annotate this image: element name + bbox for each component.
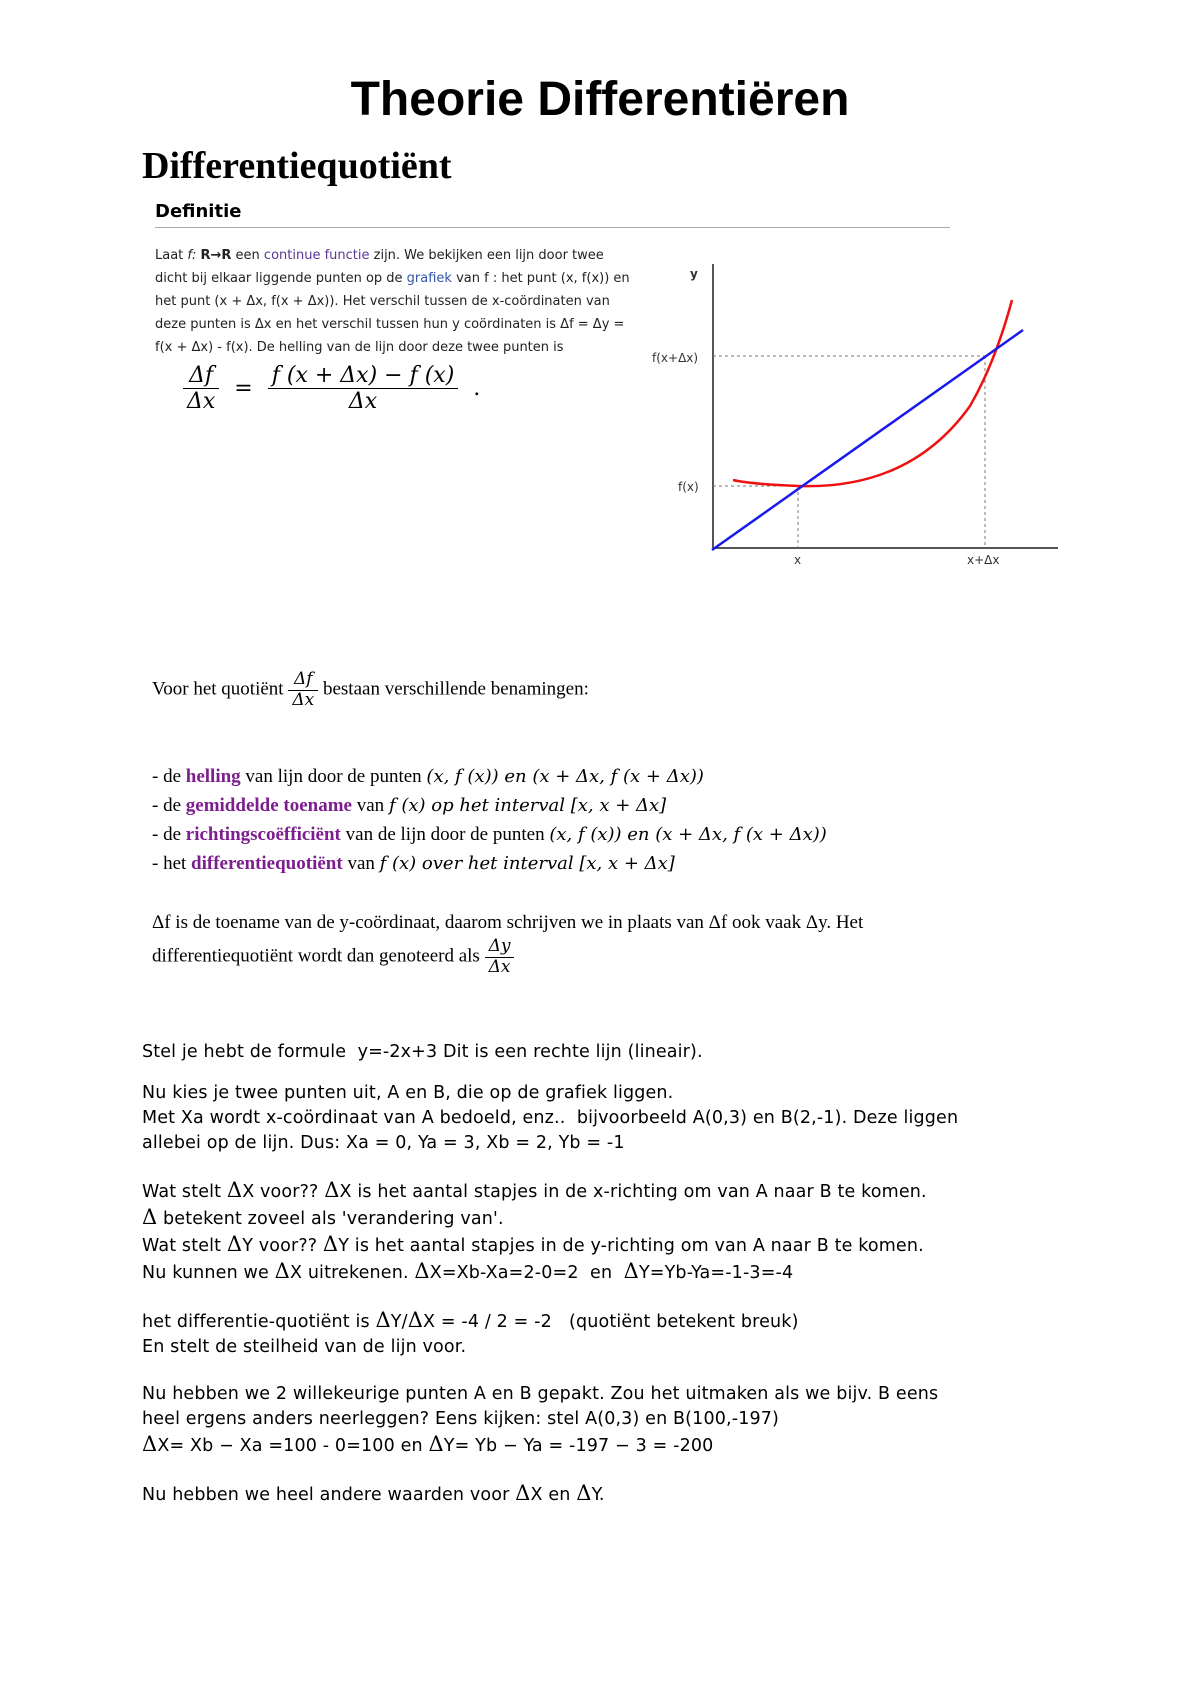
- label-x: x: [794, 553, 802, 567]
- list-pre: het: [163, 853, 192, 874]
- text-run: X=Xb-Xa=2-0=2 en: [429, 1263, 624, 1283]
- quotient-fraction: [288, 670, 318, 710]
- label-xdx: x+Δx: [967, 553, 1000, 567]
- label-fxdx: f(x+Δx): [652, 351, 699, 365]
- example-p2a: Nu kies je twee punten uit, A en B, die op de grafiek liggen.: [142, 1083, 674, 1103]
- definition-text-part: van f : het punt (x, f(x)) en het punt (x + Δx, f(x + Δx)). Het verschil tussen de x-coördinaten van deze punten is Δx en het verschil tussen hun y coördinaten is Δf = Δy = f(x + Δx) - f(x). De helling van de lijn door deze twee punten is: [155, 271, 630, 355]
- list-term: helling: [185, 766, 241, 787]
- formula-lhs-numerator: Δf: [183, 363, 219, 389]
- definition-text-part: Laat: [155, 248, 188, 263]
- page-title: Theorie Differentiëren: [350, 73, 850, 126]
- formula-equals: =: [234, 376, 253, 402]
- list-item: [152, 820, 827, 849]
- grafiek-link[interactable]: grafiek: [406, 271, 452, 286]
- list-item: [152, 849, 827, 878]
- slope-formula: [183, 363, 488, 415]
- delta-symbol: Δ: [414, 1259, 430, 1283]
- secant-line: [712, 330, 1023, 550]
- section-title: Differentiequotiënt: [142, 145, 452, 187]
- example-p2c: allebei op de lijn. Dus: Xa = 0, Ya = 3, Xb = 2, Yb = -1: [142, 1133, 625, 1153]
- text-run: Nu kunnen we: [142, 1263, 275, 1283]
- definition-f: f:: [187, 248, 201, 263]
- example-text: [142, 1040, 958, 1508]
- delta-symbol: Δ: [322, 1232, 339, 1256]
- list-item: [152, 762, 827, 791]
- delta-symbol: Δ: [428, 1432, 444, 1456]
- list-math: (x, f (x)) en (x + Δx, f (x + Δx)): [549, 824, 827, 845]
- quotient-intro-before: Voor het quotiënt: [152, 678, 289, 700]
- text-run: Y=Yb-Ya=-1-3=-4: [638, 1263, 794, 1283]
- secant-graph: [650, 258, 1070, 568]
- example-p3a: [142, 1178, 958, 1205]
- delta-symbol: Δ: [274, 1259, 290, 1283]
- list-term: differentiequotiënt: [191, 853, 343, 874]
- delta-symbol: Δ: [623, 1259, 639, 1283]
- dy-numerator: Δy: [485, 937, 515, 958]
- definition-text-part: een: [231, 248, 264, 263]
- delta-symbol: Δ: [324, 1178, 340, 1202]
- text-run: X is het aantal stapjes in de x-richting om van A naar B te komen.: [339, 1182, 927, 1202]
- list-term: gemiddelde toename: [185, 795, 352, 816]
- quotient-numerator: Δf: [288, 670, 318, 691]
- dy-dx-fraction: [485, 937, 515, 977]
- names-list: [152, 762, 827, 878]
- list-pre: de: [163, 824, 186, 845]
- list-post: van de lijn door de punten: [340, 824, 550, 845]
- text-run: Y.: [591, 1485, 605, 1505]
- dx-denominator: Δx: [488, 956, 511, 977]
- text-run: het differentie-quotiënt is: [142, 1312, 376, 1332]
- definition-text-part: zijn. We bekijken een lijn door twee dicht bij elkaar liggende punten op de: [155, 248, 604, 286]
- text-run: X voor??: [242, 1182, 325, 1202]
- text-run: Wat stelt: [142, 1236, 227, 1256]
- example-p5a: Nu hebben we 2 willekeurige punten A en B gepakt. Zou het uitmaken als we bijv. B eens: [142, 1384, 939, 1404]
- text-run: Nu hebben we heel andere waarden voor: [142, 1485, 516, 1505]
- list-math: f (x) op het interval [x, x + Δx]: [388, 795, 667, 816]
- example-p3d: [142, 1259, 958, 1286]
- formula-rhs-denominator: Δx: [348, 389, 378, 415]
- example-p1: Stel je hebt de formule y=-2x+3 Dit is een rechte lijn (lineair).: [142, 1042, 703, 1062]
- df-line-2-text: differentiequotiënt wordt dan genoteerd als: [152, 945, 485, 967]
- text-run: Y is het aantal stapjes in de y-richting om van A naar B te komen.: [338, 1236, 924, 1256]
- continue-functie-link[interactable]: continue functie: [263, 248, 370, 263]
- list-dash: -: [152, 795, 164, 816]
- definition-heading: Definitie: [155, 200, 950, 228]
- text-run: X= Xb − Xa =100 - 0=100 en: [157, 1436, 429, 1456]
- example-p5b: heel ergens anders neerleggen? Eens kijken: stel A(0,3) en B(100,-197): [142, 1409, 780, 1429]
- formula-rhs-numerator: f (x + Δx) − f (x): [268, 363, 459, 389]
- formula-lhs-denominator: Δx: [187, 389, 216, 415]
- delta-symbol: Δ: [226, 1178, 243, 1202]
- quotient-denominator: Δx: [292, 689, 315, 710]
- formula-lhs: [183, 363, 219, 415]
- formula-dot: .: [473, 376, 481, 402]
- y-axis-label: y: [690, 267, 698, 281]
- example-p4a: [142, 1308, 958, 1335]
- text-run: X uitrekenen.: [289, 1263, 415, 1283]
- label-fx: f(x): [678, 480, 699, 494]
- list-post: van: [352, 795, 389, 816]
- formula-rhs: [268, 363, 459, 415]
- list-term: richtingscoëfficiënt: [185, 824, 341, 845]
- df-line-1: Δf is de toename van de y-coördinaat, daarom schrijven we in plaats van Δf ook vaak Δy. Het: [152, 912, 864, 933]
- text-run: betekent zoveel als 'verandering van'.: [157, 1209, 504, 1229]
- delta-symbol: Δ: [142, 1432, 158, 1456]
- quotient-intro-after: bestaan verschillende benamingen:: [318, 678, 589, 700]
- text-run: Y/: [390, 1312, 408, 1332]
- df-paragraph: [152, 908, 1052, 977]
- list-dash: -: [152, 766, 164, 787]
- text-run: Wat stelt: [142, 1182, 227, 1202]
- definition-rr: R→R: [200, 248, 232, 263]
- list-dash: -: [152, 824, 164, 845]
- example-p4b: En stelt de steilheid van de lijn voor.: [142, 1337, 467, 1357]
- example-p6: [142, 1481, 958, 1508]
- list-dash: -: [152, 853, 164, 874]
- df-line-2: [152, 937, 1052, 977]
- list-item: [152, 791, 827, 820]
- example-p3b: [142, 1205, 958, 1232]
- example-p3c: [142, 1232, 958, 1259]
- delta-symbol: Δ: [226, 1232, 243, 1256]
- delta-symbol: Δ: [515, 1481, 531, 1505]
- text-run: X = -4 / 2 = -2 (quotiënt betekent breuk): [423, 1312, 799, 1332]
- delta-symbol: Δ: [407, 1308, 424, 1332]
- text-run: Y voor??: [242, 1236, 323, 1256]
- example-p5c: [142, 1432, 958, 1459]
- definition-text: [155, 244, 635, 359]
- example-p2b: Met Xa wordt x-coördinaat van A bedoeld, enz.. bijvoorbeeld A(0,3) en B(2,-1). Deze liggen: [142, 1108, 959, 1128]
- quotient-intro: [152, 670, 589, 710]
- delta-symbol: Δ: [375, 1308, 391, 1332]
- delta-symbol: Δ: [576, 1481, 592, 1505]
- list-math: (x, f (x)) en (x + Δx, f (x + Δx)): [426, 766, 704, 787]
- delta-symbol: Δ: [142, 1205, 158, 1229]
- list-post: van: [342, 853, 380, 874]
- text-run: X en: [530, 1485, 577, 1505]
- list-math: f (x) over het interval [x, x + Δx]: [379, 853, 675, 874]
- definition-block: [155, 200, 955, 355]
- list-pre: de: [163, 795, 186, 816]
- function-curve: [733, 300, 1012, 486]
- list-pre: de: [163, 766, 186, 787]
- list-post: van lijn door de punten: [240, 766, 427, 787]
- text-run: Y= Yb − Ya = -197 − 3 = -200: [443, 1436, 714, 1456]
